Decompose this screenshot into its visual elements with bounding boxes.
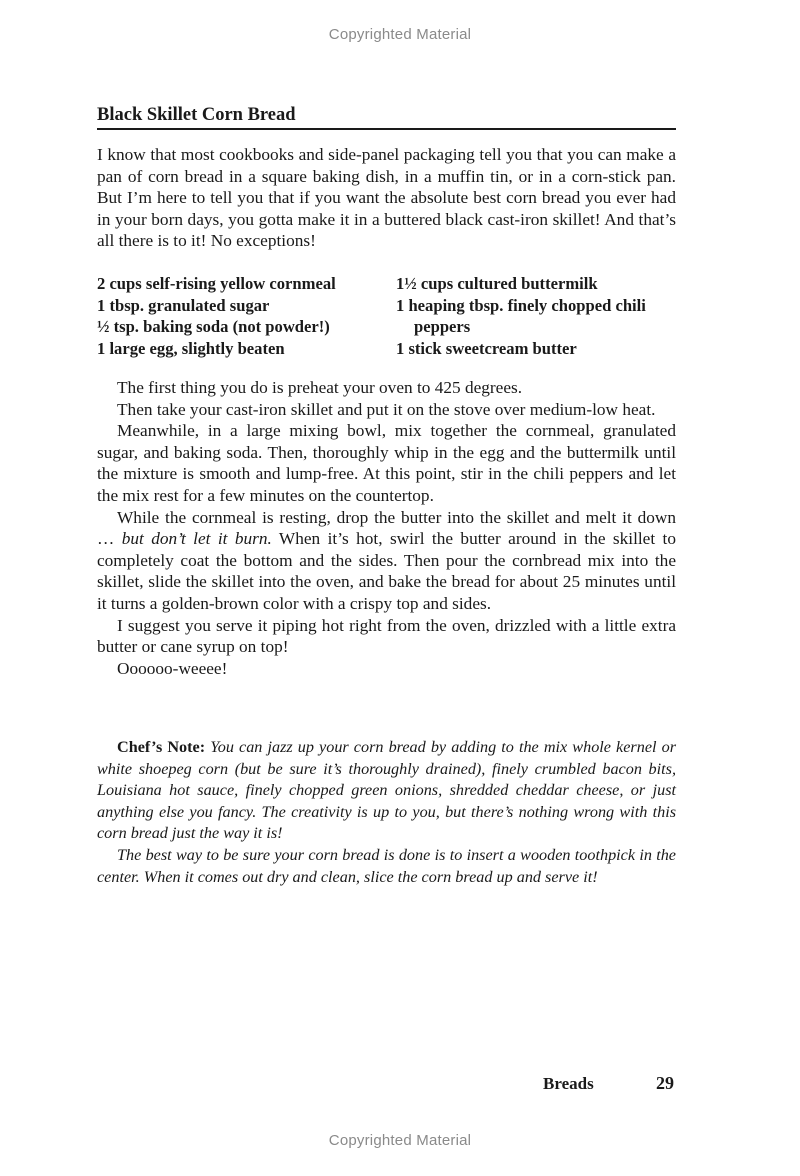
- step-paragraph: Then take your cast-iron skillet and put it on the stove over medium-low heat.: [117, 399, 656, 419]
- step-paragraph: Meanwhile, in a large mixing bowl, mix together the cornmeal, granulated sugar, and baking soda. Then, thoroughly whip in the egg and the buttermilk until the mixture is smooth and lump-free. At this point, stir in the chili peppers and let the mix rest for a few minutes on the countertop.: [97, 421, 676, 505]
- step-paragraph: I suggest you serve it piping hot right from the oven, drizzled with a little extra butter or cane syrup on top!: [97, 615, 676, 657]
- recipe-title: Black Skillet Corn Bread: [97, 105, 296, 125]
- step-paragraph: The first thing you do is preheat your oven to 425 degrees.: [117, 378, 523, 397]
- copyright-watermark-bottom: Copyrighted Material: [328, 1132, 472, 1149]
- ingredient-item: 1 heaping tbsp. finely chopped chili: [396, 295, 646, 315]
- ingredient-item-continued: peppers: [414, 317, 471, 337]
- chefs-note: [97, 737, 676, 888]
- chefs-note-paragraph: [97, 737, 676, 845]
- ingredients-left-column: [97, 273, 387, 359]
- title-rule: [97, 128, 676, 130]
- chefs-note-paragraph: The best way to be sure your corn bread is done is to insert a wooden toothpick in the center. When it comes out dry and clean, slice the corn bread up and serve it!: [97, 845, 676, 886]
- copyright-watermark-top: Copyrighted Material: [328, 26, 472, 43]
- step-paragraph: [97, 507, 676, 615]
- chefs-note-text: You can jazz up your corn bread by adding to the mix whole kernel or white shoepeg corn (but be sure it’s thoroughly drained), finely crumbled bacon bits, Louisiana hot sauce, finely chopped green onions, shredded cheddar cheese, or just anything else you fancy. The creativity is up to you, but there’s nothing wrong with this corn bread just the way it is!: [97, 738, 676, 843]
- step-text: When it’s hot, swirl the butter around in the skillet to completely coat the bottom and the sides. Then pour the cornbread mix into the skillet, slide the skillet into the oven, and bake the bread for about 25 minutes until it turns a golden-brown color with a crispy top and sides.: [97, 529, 676, 613]
- step-emphasis: but don’t let it burn.: [121, 529, 272, 549]
- ingredients-right-column: [396, 273, 686, 359]
- ingredient-item: 1 tbsp. granulated sugar: [97, 295, 270, 315]
- step-text: While the cornmeal is resting, drop the butter into the skillet and melt it down …: [97, 507, 676, 549]
- page-number: 29: [656, 1073, 674, 1093]
- ingredient-item: 1 large egg, slightly beaten: [97, 338, 285, 358]
- recipe-intro: I know that most cookbooks and side-panel packaging tell you that you can make a pan of corn bread in a square baking dish, in a muffin tin, or in a corn-stick pan. But I’m here to tell you that if you want the absolute best corn bread you ever had in your born days, you gotta make it in a buttered black cast-iron skillet! And that’s all there is to it! No exceptions!: [97, 145, 676, 251]
- ingredient-item: 1 stick sweetcream butter: [396, 338, 577, 358]
- chefs-note-label: Chef’s Note:: [117, 738, 206, 756]
- ingredient-item: 1½ cups cultured buttermilk: [396, 274, 598, 293]
- ingredient-item: 2 cups self-rising yellow cornmeal: [97, 274, 336, 293]
- recipe-steps: [97, 377, 676, 679]
- ingredient-item: ½ tsp. baking soda (not powder!): [97, 317, 330, 337]
- running-footer-section: Breads: [543, 1074, 594, 1093]
- step-paragraph: Oooooo-weeee!: [117, 658, 228, 678]
